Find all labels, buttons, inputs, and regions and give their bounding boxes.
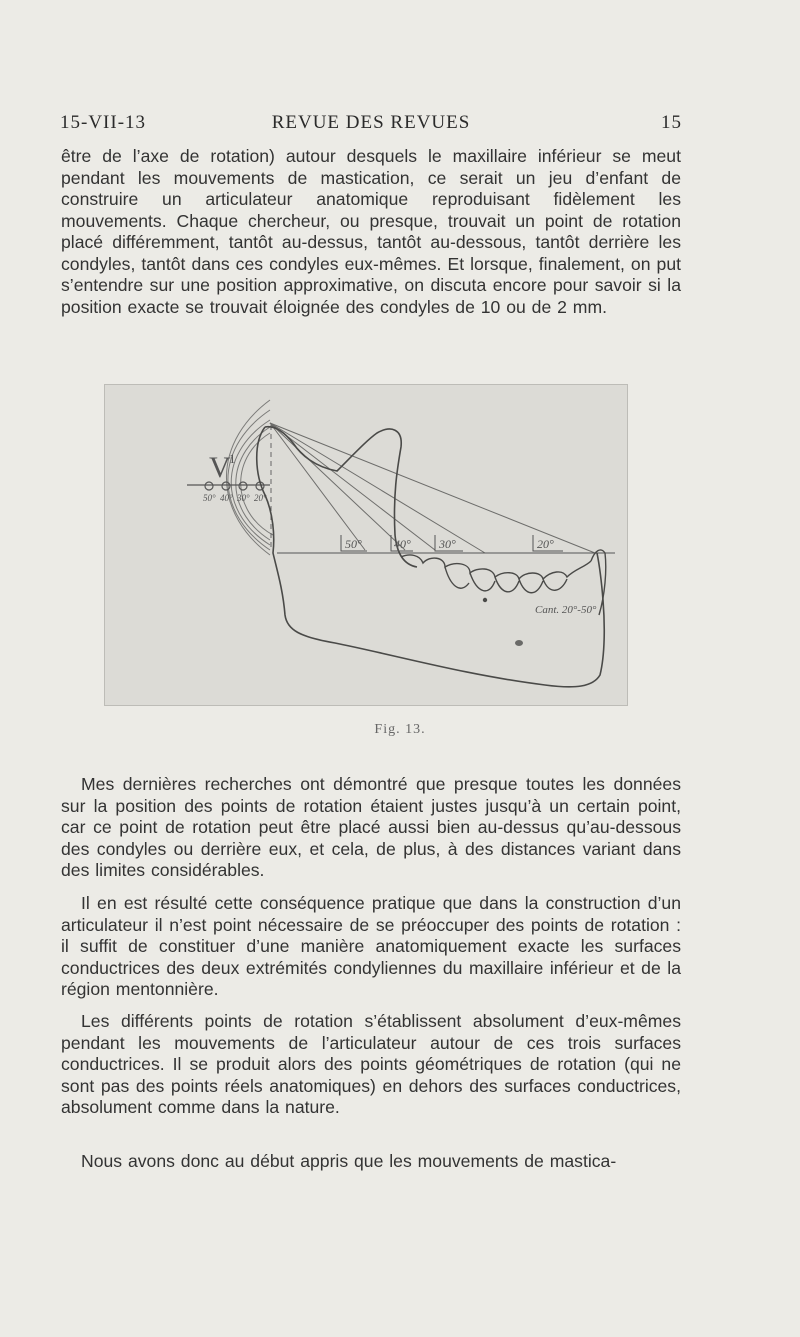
- paragraph-5-text: Nous avons donc au début appris que les mouvements de mastica-: [81, 1151, 617, 1171]
- scale-label-50: 50°: [203, 493, 216, 503]
- angle-label-20: 20°: [537, 537, 554, 551]
- paragraph-1: [61, 146, 681, 318]
- page-number: 15: [661, 112, 682, 133]
- angle-label-40: 40°: [394, 537, 411, 551]
- rotation-arc-30: [231, 420, 270, 545]
- foramen-dot-2: [515, 640, 523, 646]
- figure-caption: Fig. 13.: [374, 722, 426, 737]
- paragraph-3: [61, 893, 681, 1001]
- paragraph-4: [61, 1011, 681, 1119]
- scale-label-40: 40°: [220, 493, 233, 503]
- scale-point-30: [239, 482, 247, 490]
- foramen-dot-1: [483, 598, 487, 602]
- paragraph-5: [61, 1151, 681, 1173]
- angle-label-30: 30°: [439, 537, 456, 551]
- header-journal-title: REVUE DES REVUES: [271, 112, 471, 133]
- running-header: [60, 112, 682, 140]
- mandible-outline: [257, 427, 605, 687]
- ray-30: [270, 423, 485, 553]
- header-date: 15-VII-13: [60, 112, 147, 133]
- cant-label: Cant. 20°-50°: [535, 604, 597, 616]
- paragraph-1-text: être de l’axe de rotation) autour desquels le maxillaire inférieur se meut pendant les mouvements de mastication, ce serait un jeu d’enfant de construire un articulateur anatomique reproduisant fidèlement les mouvements. Chaque chercheur, ou presque, trouvait un point de rotation placé différemment, tantôt au-dessus, tantôt au-dessous, tantôt derrière les condyles, tantôt dans ces condyles eux-mêmes. Et lorsque, finalement, on put s’entendre sur une position approximative, on discuta encore pour savoir si la position exacte se trouvait éloignée des condyles de 10 ou de 2 mm.: [61, 146, 681, 317]
- scale-label-30: 30°: [237, 493, 250, 503]
- ray-40: [270, 423, 405, 550]
- ray-20b: [270, 423, 435, 550]
- paragraph-4-text: Les différents points de rotation s’établissent absolument d’eux-mêmes pendant les mouvements de l’articulateur autour de ces trois surfaces conductrices. Il se produit alors des points géométriques de rotation (qui ne sont pas des points réels anatomiques) en dehors des surfaces conductrices, absolument comme dans la nature.: [61, 1011, 681, 1117]
- label-v: V: [209, 451, 231, 484]
- paragraph-2-text: Mes dernières recherches ont démontré que presque toutes les données sur la position des points de rotation étaient justes jusqu’à un certain point, car ce point de rotation peut être placé aussi bien au-dessus qu’au-dessous des condyles ou derrière eux, et cela, de plus, à des distances variant dans des limites considérables.: [61, 774, 681, 880]
- angle-label-50: 50°: [345, 537, 362, 551]
- paragraph-2: [61, 774, 681, 882]
- label-v-sup: 1: [229, 451, 236, 466]
- teeth-outline: [401, 555, 591, 593]
- paragraph-3-text: Il en est résulté cette conséquence pratique que dans la construction d’un articulateur il n’est point nécessaire de se préoccuper des points de rotation : il suffit de constituer d’une manière anatomiquement exacte les surfaces conductrices des deux extrémités condyliennes du maxillaire inférieur et de la région mentonnière.: [61, 893, 681, 999]
- scale-label-20: 20°: [254, 493, 267, 503]
- mandible-illustration: [105, 385, 627, 705]
- figure-13-mandible-diagram: [104, 384, 628, 706]
